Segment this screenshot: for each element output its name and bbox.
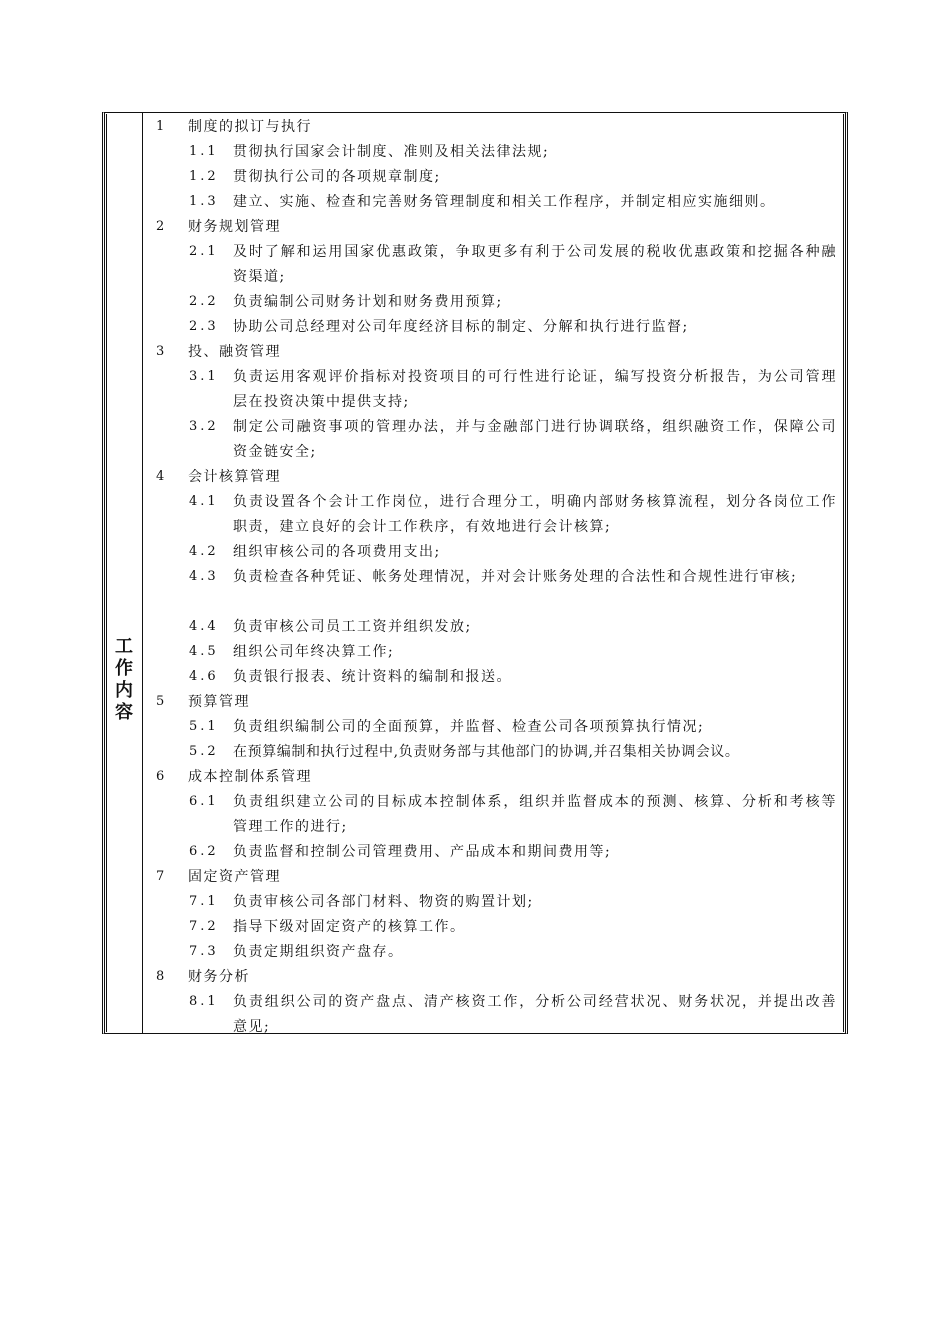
item-text: 制定公司融资事项的管理办法，并与金融部门进行协调联络，组织融资工作，保障公司资金链安全; xyxy=(233,419,837,460)
item-text: 协助公司总经理对公司年度经济目标的制定、分解和执行进行监督; xyxy=(233,319,689,335)
item-number: 7.2 xyxy=(189,919,219,934)
item-number: 6.2 xyxy=(189,844,219,859)
item-number: 4.2 xyxy=(189,544,219,559)
section-number: 3 xyxy=(156,344,165,359)
item-text: 负责组织建立公司的目标成本控制体系，组织并监督成本的预测、核算、分析和考核等管理工作的进行; xyxy=(233,794,837,835)
item-number: 1.1 xyxy=(189,144,219,159)
item-text: 负责审核公司员工工资并组织发放; xyxy=(233,619,472,635)
item-text: 及时了解和运用国家优惠政策，争取更多有利于公司发展的税收优惠政策和挖掘各种融资渠道; xyxy=(233,244,837,285)
item-number: 4.3 xyxy=(189,569,219,584)
item-number: 6.1 xyxy=(189,794,219,809)
item-number: 1.2 xyxy=(189,169,219,184)
item-text: 负责定期组织资产盘存。 xyxy=(233,944,404,960)
section-title: 财务分析 xyxy=(188,969,250,985)
section-title: 固定资产管理 xyxy=(188,869,281,885)
content-cell xyxy=(145,113,845,1033)
item-number: 2.1 xyxy=(189,244,219,259)
item-text: 在预算编制和执行过程中,负责财务部与其他部门的协调,并召集相关协调会议。 xyxy=(233,744,740,760)
item-number: 8.1 xyxy=(189,994,219,1009)
item-number: 5.1 xyxy=(189,719,219,734)
item-number: 3.2 xyxy=(189,419,219,434)
item-number: 2.2 xyxy=(189,294,219,309)
section-number: 7 xyxy=(156,869,165,884)
section-title: 预算管理 xyxy=(188,694,250,710)
item-text: 负责银行报表、统计资料的编制和报送。 xyxy=(233,669,512,685)
item-text: 组织审核公司的各项费用支出; xyxy=(233,544,441,560)
section-number: 1 xyxy=(156,119,165,134)
item-number: 1.3 xyxy=(189,194,219,209)
side-label-char: 工 xyxy=(115,636,133,657)
section-title: 成本控制体系管理 xyxy=(188,769,312,785)
item-number: 5.2 xyxy=(189,744,219,759)
side-label-char: 内 xyxy=(115,680,133,701)
item-number: 7.1 xyxy=(189,894,219,909)
item-text: 贯彻执行国家会计制度、准则及相关法律法规; xyxy=(233,144,550,160)
section-number: 5 xyxy=(156,694,165,709)
section-number: 2 xyxy=(156,219,165,234)
item-text: 负责运用客观评价指标对投资项目的可行性进行论证，编写投资分析报告，为公司管理层在投资决策中提供支持; xyxy=(233,369,837,410)
item-text: 负责审核公司各部门材料、物资的购置计划; xyxy=(233,894,534,910)
item-text: 负责组织公司的资产盘点、清产核资工作，分析公司经营状况、财务状况，并提出改善意见; xyxy=(233,994,837,1035)
item-number: 4.4 xyxy=(189,619,219,634)
item-number: 3.1 xyxy=(189,369,219,384)
section-number: 8 xyxy=(156,969,165,984)
section-title: 制度的拟订与执行 xyxy=(188,119,312,135)
item-text: 负责组织编制公司的全面预算，并监督、检查公司各项预算执行情况; xyxy=(233,719,705,735)
item-number: 4.1 xyxy=(189,494,219,509)
item-text: 贯彻执行公司的各项规章制度; xyxy=(233,169,441,185)
side-label-char: 容 xyxy=(115,702,133,723)
section-number: 4 xyxy=(156,469,165,484)
item-number: 7.3 xyxy=(189,944,219,959)
item-text: 负责设置各个会计工作岗位，进行合理分工，明确内部财务核算流程，划分各岗位工作职责，建立良好的会计工作秩序，有效地进行会计核算; xyxy=(233,494,837,535)
item-text: 建立、实施、检查和完善财务管理制度和相关工作程序，并制定相应实施细则。 xyxy=(233,194,776,210)
item-text: 指导下级对固定资产的核算工作。 xyxy=(233,919,466,935)
side-label-cell xyxy=(105,113,143,1033)
section-title: 会计核算管理 xyxy=(188,469,281,485)
item-text: 负责检查各种凭证、帐务处理情况，并对会计账务处理的合法性和合规性进行审核; xyxy=(233,569,798,585)
item-text: 组织公司年终决算工作; xyxy=(233,644,395,660)
item-text: 负责编制公司财务计划和财务费用预算; xyxy=(233,294,503,310)
section-number: 6 xyxy=(156,769,165,784)
item-number: 4.6 xyxy=(189,669,219,684)
section-title: 财务规划管理 xyxy=(188,219,281,235)
item-text: 负责监督和控制公司管理费用、产品成本和期间费用等; xyxy=(233,844,612,860)
item-number: 4.5 xyxy=(189,644,219,659)
item-number: 2.3 xyxy=(189,319,219,334)
section-title: 投、融资管理 xyxy=(188,344,281,360)
duty-table xyxy=(102,112,848,1034)
side-label-char: 作 xyxy=(115,658,133,679)
side-label xyxy=(105,636,143,724)
